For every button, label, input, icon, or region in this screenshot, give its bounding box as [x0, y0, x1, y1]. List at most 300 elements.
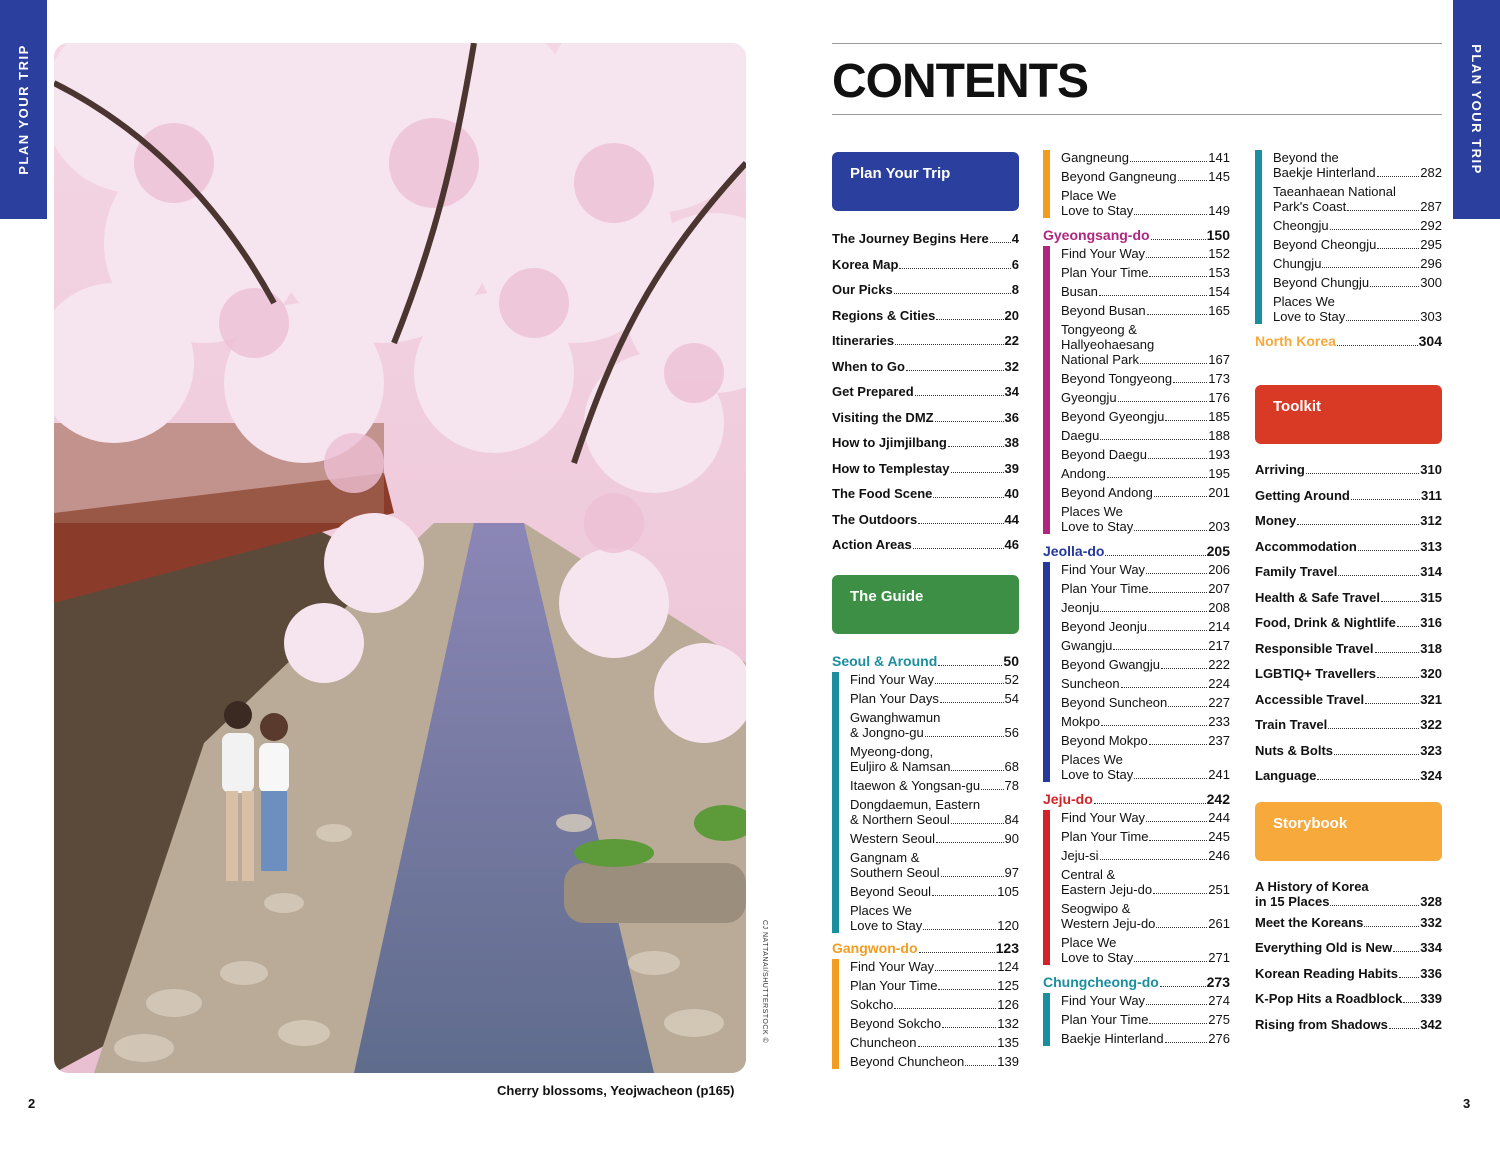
toc-entry-title: Beyond Busan	[1061, 303, 1146, 318]
dot-leader	[933, 497, 1003, 498]
dot-leader	[935, 421, 1004, 422]
dot-leader	[1317, 779, 1419, 780]
toc-entry-title: Seoul & Around	[832, 652, 938, 669]
toc-entry-title: Nuts & Bolts	[1255, 742, 1333, 758]
toc-entry-title: Arriving	[1255, 462, 1305, 477]
toc-entry[interactable]	[1273, 275, 1442, 290]
dot-leader	[1113, 649, 1207, 650]
dot-leader	[1148, 458, 1207, 459]
toc-entry[interactable]	[832, 282, 1019, 308]
dot-leader	[1346, 320, 1419, 321]
dot-leader	[899, 268, 1010, 269]
dot-leader	[1165, 1042, 1208, 1043]
toc-entry[interactable]	[1255, 462, 1442, 488]
toc-entry[interactable]	[1255, 513, 1442, 539]
toc-entry-page: 39	[1004, 460, 1019, 476]
toc-entry[interactable]	[1255, 590, 1442, 616]
toc-entry[interactable]	[1255, 743, 1442, 769]
dot-leader	[1151, 239, 1206, 240]
toc-entry-title: Mokpo	[1061, 714, 1101, 729]
toc-entry-page: 20	[1004, 307, 1019, 323]
toc-entry-title: Beyond Seoul	[850, 883, 931, 899]
toc-entry[interactable]	[850, 1035, 1019, 1050]
toc-entry[interactable]	[832, 359, 1019, 385]
dot-leader	[1389, 1028, 1419, 1029]
toc-entry-page: 105	[997, 883, 1019, 899]
dot-leader	[1134, 778, 1207, 779]
toc-entry-title: Suncheon	[1061, 676, 1120, 691]
toc-entry-title: Find Your Way	[850, 958, 935, 974]
toc-entry[interactable]	[1061, 188, 1230, 218]
region-heading[interactable]	[1043, 792, 1230, 807]
toc-entry-title: Money	[1255, 513, 1297, 528]
toc-entry-title: Meet the Koreans	[1255, 914, 1364, 930]
toc-entry-title: Find Your Way	[1061, 993, 1146, 1008]
toc-entry-page: 132	[997, 1015, 1019, 1031]
toc-entry-page: 300	[1420, 275, 1442, 290]
dot-leader	[894, 1008, 996, 1009]
region-subentries	[1043, 993, 1230, 1046]
region-heading[interactable]	[1255, 334, 1442, 349]
toc-entry[interactable]	[1255, 940, 1442, 966]
toc-entry-page: 54	[1004, 690, 1019, 706]
side-tab-label: PLAN YOUR TRIP	[16, 44, 31, 175]
toc-entry[interactable]	[1255, 539, 1442, 565]
dot-leader	[918, 1046, 997, 1047]
toc-entry[interactable]	[1255, 564, 1442, 590]
toc-entry[interactable]	[1273, 184, 1442, 214]
dot-leader	[1105, 555, 1205, 556]
dot-leader	[1130, 161, 1207, 162]
toc-entry-title: Euljiro & Namsan	[850, 758, 951, 774]
toc-entry[interactable]	[1061, 695, 1230, 710]
toc-entry-title: National Park	[1061, 352, 1140, 367]
toc-entry[interactable]	[832, 410, 1019, 436]
toc-entry-page: 6	[1011, 256, 1019, 272]
toc-entry-title: Eastern Jeju-do	[1061, 882, 1153, 897]
toc-entry[interactable]	[1061, 993, 1230, 1008]
toc-entry[interactable]	[850, 1016, 1019, 1031]
dot-leader	[1364, 926, 1419, 927]
toc-entry-title: Park's Coast	[1273, 199, 1347, 214]
toc-entry-title: Andong	[1061, 466, 1106, 481]
toc-entry-title: Jeju-do	[1043, 791, 1093, 807]
dot-leader	[1328, 728, 1419, 729]
toc-entry[interactable]	[1061, 390, 1230, 405]
toc-entry[interactable]	[1061, 1031, 1230, 1046]
toc-entry-page: 22	[1004, 333, 1019, 348]
toc-entry-title: Beyond Mokpo	[1061, 733, 1148, 748]
dot-leader	[938, 989, 996, 990]
dot-leader	[936, 319, 1003, 320]
toc-entry-title: Places We	[1273, 294, 1335, 309]
dot-leader	[942, 1027, 996, 1028]
toc-entry[interactable]	[850, 1054, 1019, 1069]
toc-entry[interactable]	[832, 461, 1019, 487]
toc-entry[interactable]	[850, 978, 1019, 993]
toc-entry[interactable]	[850, 672, 1019, 687]
dot-leader	[1146, 821, 1207, 822]
dot-leader	[1334, 754, 1419, 755]
dot-leader	[1149, 276, 1207, 277]
toc-entry[interactable]	[832, 333, 1019, 359]
toc-column-1	[832, 148, 1019, 1073]
dot-leader	[941, 876, 1004, 877]
toc-entry[interactable]	[1061, 657, 1230, 672]
toc-entry[interactable]	[1255, 768, 1442, 794]
toc-entry[interactable]	[1061, 619, 1230, 634]
toc-entry-page: 154	[1208, 284, 1230, 299]
toc-entry[interactable]	[1255, 615, 1442, 641]
toc-entry[interactable]	[1255, 641, 1442, 667]
toc-entry-title: Places We	[1061, 752, 1123, 767]
toc-entry-title: Beyond Suncheon	[1061, 695, 1168, 710]
toc-entry-title: Love to Stay	[1273, 309, 1346, 324]
dot-leader	[1370, 286, 1419, 287]
toc-entry-page: 245	[1208, 829, 1230, 844]
toc-entry-title: Busan	[1061, 284, 1098, 299]
toc-entry-title: Western Jeju-do	[1061, 916, 1156, 931]
toc-entry-title: Rising from Shadows	[1255, 1016, 1388, 1032]
toc-entry-title: The Food Scene	[832, 486, 933, 501]
region-heading[interactable]	[1043, 975, 1230, 990]
toc-entry-page: 90	[1004, 830, 1019, 846]
toc-entry-title: Gwanghwamun	[850, 709, 941, 725]
toc-entry[interactable]	[1061, 848, 1230, 863]
toc-entry-title: How to Jjimjilbang	[832, 435, 947, 450]
photo-caption: Cherry blossoms, Yeojwacheon (p165)	[497, 1083, 735, 1098]
toc-entry-page: 123	[995, 939, 1019, 956]
toc-entry-title: Beyond Sokcho	[850, 1015, 942, 1031]
toc-entry-title: Beyond Gyeongju	[1061, 409, 1165, 424]
dot-leader	[1306, 473, 1419, 474]
toc-entry-page: 8	[1011, 282, 1019, 297]
toc-entry[interactable]	[1061, 600, 1230, 615]
toc-entry[interactable]	[832, 512, 1019, 538]
dot-leader	[1322, 267, 1419, 268]
toc-entry-page: 251	[1208, 882, 1230, 897]
toc-entry[interactable]	[832, 231, 1019, 257]
toc-entry[interactable]	[832, 537, 1019, 563]
toc-entry-title: Daegu	[1061, 428, 1100, 443]
toc-entry-page: 314	[1420, 564, 1442, 579]
toc-entry[interactable]	[1255, 915, 1442, 941]
toc-entry-page: 173	[1208, 371, 1230, 386]
toc-entry-page: 321	[1420, 691, 1442, 707]
toc-entry[interactable]	[850, 691, 1019, 706]
toc-entry[interactable]	[1061, 169, 1230, 184]
toc-entry[interactable]	[850, 831, 1019, 846]
toc-entry-title: Find Your Way	[850, 671, 935, 687]
dot-leader	[990, 242, 1011, 243]
dot-leader	[1173, 382, 1207, 383]
toc-entry-title: Korea Map	[832, 256, 899, 272]
toc-entry-title: Dongdaemun, Eastern	[850, 796, 981, 812]
toc-entry[interactable]	[1273, 294, 1442, 324]
toc-entry[interactable]	[1061, 935, 1230, 965]
toc-entry[interactable]	[850, 903, 1019, 933]
section-plan-your-trip[interactable]	[832, 152, 1019, 211]
toc-entry-page: 203	[1208, 519, 1230, 534]
page-number-right: 3	[1463, 1096, 1471, 1111]
region-jeolla	[1043, 544, 1230, 782]
dot-leader	[1156, 927, 1207, 928]
dot-leader	[1351, 499, 1420, 500]
region-subentries	[1043, 810, 1230, 965]
dot-leader	[1146, 1004, 1207, 1005]
toc-entry-page: 206	[1208, 562, 1230, 577]
toc-entry[interactable]	[1061, 562, 1230, 577]
dot-leader	[935, 970, 996, 971]
side-tab-left	[0, 0, 47, 219]
toc-entry-title: Language	[1255, 768, 1317, 783]
toc-entry-title: Beyond Chuncheon	[850, 1053, 965, 1069]
toc-entry[interactable]	[1061, 581, 1230, 596]
toc-entry-page: 4	[1011, 231, 1019, 246]
dot-leader	[1168, 706, 1207, 707]
toc-entry-title: Find Your Way	[1061, 562, 1146, 577]
toc-entry-page: 214	[1208, 619, 1230, 634]
toc-entry-page: 150	[1206, 227, 1230, 243]
dot-leader	[1375, 652, 1420, 653]
toc-entry-title: Plan Your Time	[1061, 581, 1149, 596]
region-heading[interactable]	[832, 941, 1019, 956]
toc-entry[interactable]	[1061, 867, 1230, 897]
dot-leader	[1121, 687, 1208, 688]
toc-entry-title: Beyond the	[1273, 150, 1339, 165]
dot-leader	[1146, 257, 1207, 258]
dot-leader	[906, 370, 1004, 371]
toc-entry-page: 334	[1420, 940, 1442, 955]
toc-entry[interactable]	[850, 797, 1019, 827]
dot-leader	[948, 446, 1004, 447]
toc-entry-page: 313	[1420, 538, 1442, 554]
region-subentries	[832, 959, 1019, 1069]
toc-entry-title: Love to Stay	[850, 917, 923, 933]
dot-leader	[1393, 951, 1419, 952]
toc-entry[interactable]	[832, 435, 1019, 461]
toc-entry-page: 217	[1208, 638, 1230, 653]
toc-entry[interactable]	[832, 308, 1019, 334]
toc-entry-title: Family Travel	[1255, 564, 1338, 579]
toc-entry[interactable]	[1273, 150, 1442, 180]
toc-entry-page: 292	[1420, 218, 1442, 233]
toolkit-list	[1255, 462, 1442, 794]
section-label: Toolkit	[1273, 398, 1322, 415]
toc-entry-page: 224	[1208, 676, 1230, 691]
toc-entry[interactable]	[1061, 303, 1230, 318]
toc-entry[interactable]	[1061, 409, 1230, 424]
toc-entry-page: 328	[1420, 893, 1442, 909]
dot-leader	[938, 665, 1002, 666]
toc-entry-page: 246	[1208, 848, 1230, 863]
toc-entry[interactable]	[1061, 322, 1230, 367]
region-gangwon-continued	[1043, 150, 1230, 218]
toc-entry-title: Plan Your Time	[1061, 829, 1149, 844]
toc-entry[interactable]	[1061, 901, 1230, 931]
toc-entry[interactable]	[1255, 666, 1442, 692]
dot-leader	[915, 395, 1004, 396]
dot-leader	[951, 823, 1004, 824]
toc-entry[interactable]	[1255, 879, 1442, 909]
toc-entry[interactable]	[850, 710, 1019, 740]
section-the-guide[interactable]	[832, 575, 1019, 634]
toc-entry[interactable]	[850, 778, 1019, 793]
toc-entry-title: Love to Stay	[1061, 203, 1134, 218]
toc-entry[interactable]	[850, 997, 1019, 1012]
toc-entry-title: Itaewon & Yongsan-gu	[850, 777, 981, 793]
toc-entry[interactable]	[1061, 447, 1230, 462]
toc-entry-title: Sokcho	[850, 996, 894, 1012]
toc-entry[interactable]	[1061, 714, 1230, 729]
toc-entry-title: K-Pop Hits a Roadblock	[1255, 991, 1403, 1006]
toc-entry[interactable]	[1255, 991, 1442, 1017]
toc-entry[interactable]	[1061, 810, 1230, 825]
dot-leader	[1149, 840, 1207, 841]
toc-entry-page: 193	[1208, 447, 1230, 462]
toc-entry-page: 207	[1208, 581, 1230, 596]
toc-entry[interactable]	[1255, 692, 1442, 718]
toc-entry[interactable]	[1061, 829, 1230, 844]
dot-leader	[1399, 977, 1419, 978]
toc-entry-page: 34	[1004, 384, 1019, 399]
toc-entry-page: 271	[1208, 950, 1230, 965]
toc-entry[interactable]	[1255, 966, 1442, 992]
toc-entry[interactable]	[1061, 676, 1230, 691]
dot-leader	[1118, 401, 1208, 402]
dot-leader	[1099, 295, 1207, 296]
region-heading[interactable]	[1043, 228, 1230, 243]
dot-leader	[936, 842, 1004, 843]
toc-entry[interactable]	[1061, 150, 1230, 165]
toc-entry[interactable]	[1061, 485, 1230, 500]
section-toolkit[interactable]	[1255, 385, 1442, 444]
toc-entry-title: Beyond Daegu	[1061, 447, 1148, 462]
toc-entry[interactable]	[1061, 733, 1230, 748]
toc-entry-title: Chungcheong-do	[1043, 974, 1159, 990]
section-label: Storybook	[1273, 814, 1348, 832]
toc-entry[interactable]	[1061, 1012, 1230, 1027]
toc-entry[interactable]	[850, 959, 1019, 974]
toc-entry[interactable]	[1273, 256, 1442, 271]
section-storybook[interactable]	[1255, 802, 1442, 861]
toc-entry-title: Love to Stay	[1061, 950, 1134, 965]
toc-entry-page: 242	[1206, 791, 1230, 807]
region-gangwon	[832, 941, 1019, 1069]
dot-leader	[1100, 859, 1208, 860]
toc-entry-page: 165	[1208, 303, 1230, 318]
toc-entry-page: 261	[1208, 916, 1230, 931]
toc-entry-page: 322	[1420, 717, 1442, 732]
dot-leader	[1297, 524, 1419, 525]
dot-leader	[1140, 363, 1207, 364]
toc-entry[interactable]	[850, 850, 1019, 880]
toc-entry-page: 36	[1004, 409, 1019, 425]
toc-entry-title: Gangnam &	[850, 849, 920, 865]
dot-leader	[1178, 180, 1208, 181]
toc-entry-page: 195	[1208, 466, 1230, 481]
toc-entry-page: 208	[1208, 600, 1230, 615]
toc-entry[interactable]	[832, 384, 1019, 410]
toc-entry[interactable]	[850, 744, 1019, 774]
toc-entry[interactable]	[1061, 638, 1230, 653]
toc-entry-title: Beyond Cheongju	[1273, 237, 1377, 252]
toc-entry-title: Beyond Tongyeong	[1061, 371, 1173, 386]
toc-entry-title: Place We	[1061, 935, 1117, 950]
dot-leader	[1403, 1002, 1419, 1003]
toc-entry[interactable]	[1061, 504, 1230, 534]
toc-entry-title: Our Picks	[832, 282, 893, 297]
toc-entry[interactable]	[1273, 218, 1442, 233]
toc-entry[interactable]	[1061, 284, 1230, 299]
region-subentries	[1043, 562, 1230, 782]
dot-leader	[940, 702, 1004, 703]
dot-leader	[1094, 803, 1206, 804]
toc-entry-title: Visiting the DMZ	[832, 409, 934, 425]
toc-entry-title: Plan Your Time	[1061, 265, 1149, 280]
toc-entry-page: 124	[997, 958, 1019, 974]
dot-leader	[1149, 1023, 1207, 1024]
dot-leader	[1147, 314, 1208, 315]
toc-entry-page: 315	[1420, 589, 1442, 605]
toc-entry-title: Southern Seoul	[850, 864, 940, 880]
toc-entry-title: Jeolla-do	[1043, 543, 1105, 559]
toc-entry[interactable]	[832, 257, 1019, 283]
toc-entry[interactable]	[1273, 237, 1442, 252]
dot-leader	[1107, 477, 1207, 478]
toc-entry-page: 296	[1420, 256, 1442, 271]
toc-entry-page: 332	[1420, 914, 1442, 930]
toc-entry[interactable]	[1255, 1017, 1442, 1043]
toc-entry-title: Chuncheon	[850, 1034, 917, 1050]
toc-entry-page: 167	[1208, 352, 1230, 367]
region-north-korea[interactable]	[1255, 334, 1442, 349]
toc-entry-title: Plan Your Time	[850, 977, 938, 993]
toc-entry[interactable]	[1061, 371, 1230, 386]
dot-leader	[1153, 893, 1207, 894]
title-rule	[832, 114, 1442, 115]
toc-entry-page: 241	[1208, 767, 1230, 782]
toc-entry[interactable]	[832, 486, 1019, 512]
toc-entry[interactable]	[1061, 428, 1230, 443]
dot-leader	[1154, 496, 1207, 497]
toc-entry-title: Responsible Travel	[1255, 640, 1374, 656]
toc-entry-title: Seogwipo &	[1061, 901, 1131, 916]
toc-entry-title: Plan Your Days	[850, 690, 939, 706]
region-heading[interactable]	[832, 654, 1019, 669]
toc-entry[interactable]	[1255, 717, 1442, 743]
toc-entry-page: 126	[997, 996, 1019, 1012]
toc-entry-title: Chungju	[1273, 256, 1322, 271]
section-label: The Guide	[850, 587, 924, 605]
dot-leader	[1134, 961, 1207, 962]
region-jeju	[1043, 792, 1230, 965]
toc-entry[interactable]	[1255, 488, 1442, 514]
dot-leader	[1148, 630, 1207, 631]
toc-entry-title: Places We	[1061, 504, 1123, 519]
toc-entry-title: Getting Around	[1255, 487, 1350, 503]
side-tab-right	[1453, 0, 1500, 219]
region-heading[interactable]	[1043, 544, 1230, 559]
toc-entry[interactable]	[1061, 466, 1230, 481]
toc-entry[interactable]	[1061, 752, 1230, 782]
toc-entry[interactable]	[1061, 265, 1230, 280]
cherry-blossom-photo	[54, 43, 746, 1073]
toc-entry-page: 339	[1420, 991, 1442, 1006]
toc-entry[interactable]	[1061, 246, 1230, 261]
region-chungcheong-continued	[1255, 150, 1442, 324]
toc-entry[interactable]	[850, 884, 1019, 899]
